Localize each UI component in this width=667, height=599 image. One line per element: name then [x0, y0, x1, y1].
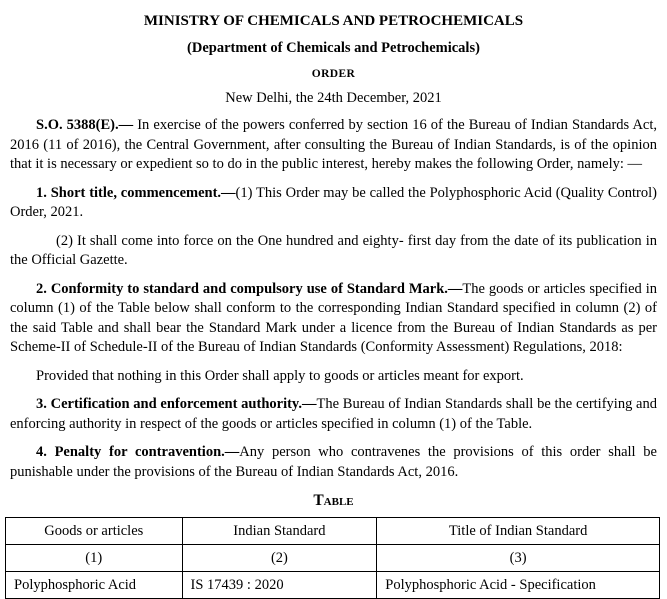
paragraph-short-title — [10, 184, 657, 223]
ministry-title: MINISTRY OF CHEMICALS AND PETROCHEMICALS — [143, 13, 524, 29]
column-number-1: (1) — [6, 545, 183, 572]
paragraph-text: (1) This Order may be called the Polyphosphoric Acid (Quality Control) Order, 2021. — [10, 184, 657, 220]
paragraph-text: Provided that nothing in this Order shall apply to goods or articles meant for export. — [36, 367, 524, 384]
column-number-2: (2) — [182, 545, 377, 572]
paragraph-text: (2) It shall come into force on the One hundred and eighty- first day from the date of its publication in the Official Gazette. — [10, 232, 657, 268]
cell-standard: IS 17439 : 2020 — [182, 572, 377, 599]
paragraph-text: The goods or articles specified in column (1) of the Table below shall conform to the corresponding Indian Standard specified in column (2) of the said Table and shall bear the Standard Mark under a licence from the Bureau of Indian Standards as per Scheme-II of Schedule-II of the Bureau of Indian Standards (Conformity Assessment) Regulations, 2018: — [10, 280, 657, 355]
paragraph-proviso — [10, 367, 657, 387]
department-subtitle: (Department of Chemicals and Petrochemicals) — [187, 40, 480, 56]
paragraph-lead: 3. Certification and enforcement authority.— — [36, 396, 317, 412]
paragraph-so-number — [10, 116, 657, 175]
column-number-3: (3) — [377, 545, 660, 572]
paragraph-text: Any person who contravenes the provisions of this order shall be punishable under the provisions of the Bureau of Indian Standards Act, 2016. — [10, 444, 657, 480]
header-indian-standard: Indian Standard — [182, 518, 377, 545]
paragraph-text: The Bureau of Indian Standards shall be the certifying and enforcing authority in respect of the goods or articles specified in column (1) of the Table. — [10, 396, 657, 432]
header-title-of-indian-standard: Title of Indian Standard — [377, 518, 660, 545]
cell-title: Polyphosphoric Acid - Specification — [377, 572, 660, 599]
paragraph-conformity — [10, 280, 657, 358]
paragraph-text: In exercise of the powers conferred by section 16 of the Bureau of Indian Standards Act, 2016 (11 of 2016), the Central Government, after consulting the Bureau of Indian Standards, is of the opinion that it is necessary or expedient so to do in the public interest, hereby makes the following Order, namely: — — [10, 117, 658, 172]
paragraph-certification — [10, 395, 657, 434]
paragraph-penalty — [10, 443, 657, 482]
table-row — [6, 572, 660, 599]
paragraph-lead: 1. Short title, commencement.— — [36, 184, 236, 201]
paragraph-lead: 2. Conformity to standard and compulsory use of Standard Mark.— — [36, 280, 463, 297]
table-header-row — [6, 518, 660, 545]
dateline: New Delhi, the 24th December, 2021 — [225, 90, 442, 106]
cell-goods: Polyphosphoric Acid — [6, 572, 183, 599]
paragraph-lead: 4. Penalty for contravention.— — [36, 444, 240, 460]
paragraph-lead: S.O. 5388(E).— — [36, 117, 134, 133]
order-heading: ORDER — [311, 68, 356, 80]
standards-table — [5, 517, 660, 599]
table-heading: Table — [313, 492, 354, 509]
header-goods-or-articles: Goods or articles — [6, 518, 183, 545]
table-column-number-row — [6, 545, 660, 572]
paragraph-commencement — [10, 232, 657, 271]
